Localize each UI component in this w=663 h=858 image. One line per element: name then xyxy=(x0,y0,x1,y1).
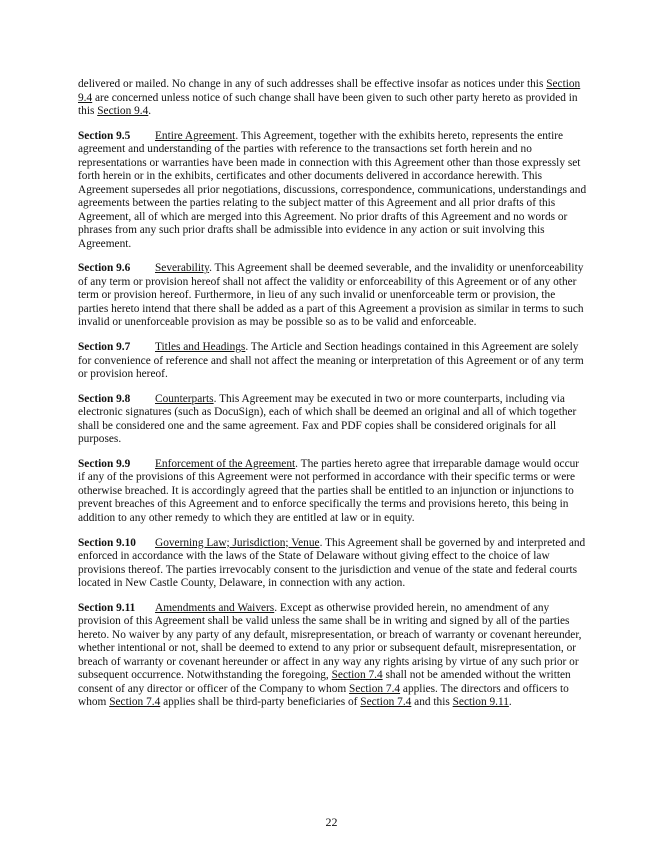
section-number: Section 9.9 xyxy=(78,457,131,470)
section-reference[interactable]: Section 7.4 xyxy=(360,696,412,709)
section-body: and this xyxy=(411,696,453,709)
section-9-9-paragraph xyxy=(78,458,588,526)
section-reference[interactable]: Section 9.4 xyxy=(97,105,149,117)
section-number: Section 9.11 xyxy=(78,601,136,614)
section-title: Titles and Headings xyxy=(155,341,246,354)
intro-text: are concerned unless notice of such change shall have been given to such other party hereto as provided in this xyxy=(78,91,578,117)
section-reference[interactable]: Section 9.11 xyxy=(452,696,509,709)
section-title: Severability xyxy=(155,262,210,275)
section-reference[interactable]: Section 7.4 xyxy=(331,669,383,682)
section-number: Section 9.8 xyxy=(78,392,131,405)
section-body: . The Article and Section headings contained in this Agreement are solely for convenience of reference and shall not affect the meaning or interpretation of this Agreement or of any term or provision hereof. xyxy=(78,341,584,381)
section-number: Section 9.7 xyxy=(78,341,131,354)
section-reference[interactable]: Section 7.4 xyxy=(349,682,401,695)
section-9-6-paragraph xyxy=(78,262,588,330)
section-9-10-paragraph xyxy=(78,537,588,591)
section-body: . This Agreement may be executed in two or more counterparts, including via electronic signatures (such as DocuSign), each of which shall be deemed an original and all of which together shall be considered one and the same agreement. Fax and PDF copies shall be considered originals for all purposes. xyxy=(78,392,577,446)
intro-text: delivered or mailed. No change in any of such addresses shall be effective insofar as notices under this xyxy=(78,78,547,90)
section-title: Governing Law; Jurisdiction; Venue xyxy=(155,536,320,549)
section-9-11-paragraph xyxy=(78,602,588,710)
section-body: . This Agreement shall be deemed severable, and the invalidity or unenforceability of any term or provision hereof shall not affect the validity or enforceability of this Agreement or of any other term or provision hereof. Furthermore, in lieu of any such invalid or unenforceable term or provision, the parties hereto intend that there shall be added as a part of this Agreement a provision as similar in terms to such invalid or unenforceable provision as may be possible so as to be valid and enforceable. xyxy=(78,262,584,329)
section-body: . xyxy=(508,696,512,709)
intro-text: . xyxy=(148,105,152,117)
intro-paragraph xyxy=(78,78,588,119)
section-title: Counterparts xyxy=(155,392,214,405)
section-number: Section 9.10 xyxy=(78,536,136,549)
section-body: . This Agreement, together with the exhibits hereto, represents the entire agreement and understanding of the parties with reference to the transactions set forth herein and no representations or warranties have been made in connection with this Agreement other than those expressly set forth herein or in the exhibits, certificates and other documents delivered in accordance herewith. This Agreement supersedes all prior negotiations, discussions, correspondence, communications, understandings and agreements between the parties relating to the subject matter of this Agreement and all prior drafts of this Agreement, all of which are merged into this Agreement. No prior drafts of this Agreement and no words or phrases from any such prior drafts shall be admissible into evidence in any action or suit involving this Agreement. xyxy=(78,129,587,250)
section-number: Section 9.6 xyxy=(78,262,131,275)
section-body: . This Agreement shall be governed by and interpreted and enforced in accordance with the laws of the State of Delaware without giving effect to the choice of law provisions thereof. The parties irrevocably consent to the jurisdiction and venue of the state and federal courts located in New Castle County, Delaware, in connection with any action. xyxy=(78,536,586,590)
section-9-7-paragraph xyxy=(78,341,588,382)
section-title: Amendments and Waivers xyxy=(155,601,275,614)
section-body: applies. The directors and officers to whom xyxy=(78,682,569,709)
section-body: applies shall be third-party beneficiaries of xyxy=(160,696,361,709)
section-reference[interactable]: Section 7.4 xyxy=(109,696,161,709)
document-page xyxy=(78,78,588,721)
section-9-8-paragraph xyxy=(78,393,588,447)
section-body: . The parties hereto agree that irreparable damage would occur if any of the provisions of this Agreement were not performed in accordance with their specific terms or were otherwise breached. It is accordingly agreed that the parties shall be entitled to an injunction or injunctions to prevent breaches of this Agreement and to enforce specifically the terms and provisions hereto, this being in addition to any other remedy to which they are entitled at law or in equity. xyxy=(78,457,580,524)
section-number: Section 9.5 xyxy=(78,129,131,142)
section-body: . Except as otherwise provided herein, no amendment of any provision of this Agreement shall be valid unless the same shall be in writing and signed by all of the parties hereto. No waiver by any party of any default, misrepresentation, or breach of warranty or covenant hereunder, whether intentional or not, shall be deemed to extend to any prior or subsequent default, misrepresentation, or breach of warranty or covenant hereunder or affect in any way any rights arising by virtue of any such prior or subsequent occurrence. Notwithstanding the foregoing, xyxy=(78,601,582,682)
section-title: Entire Agreement xyxy=(155,129,236,142)
section-body: shall not be amended without the written consent of any director or officer of the Company to whom xyxy=(78,669,571,695)
page-number: 22 xyxy=(325,815,338,829)
section-reference[interactable]: Section 9.4 xyxy=(78,78,581,104)
section-title: Enforcement of the Agreement xyxy=(155,457,296,470)
section-9-5-paragraph xyxy=(78,130,588,252)
